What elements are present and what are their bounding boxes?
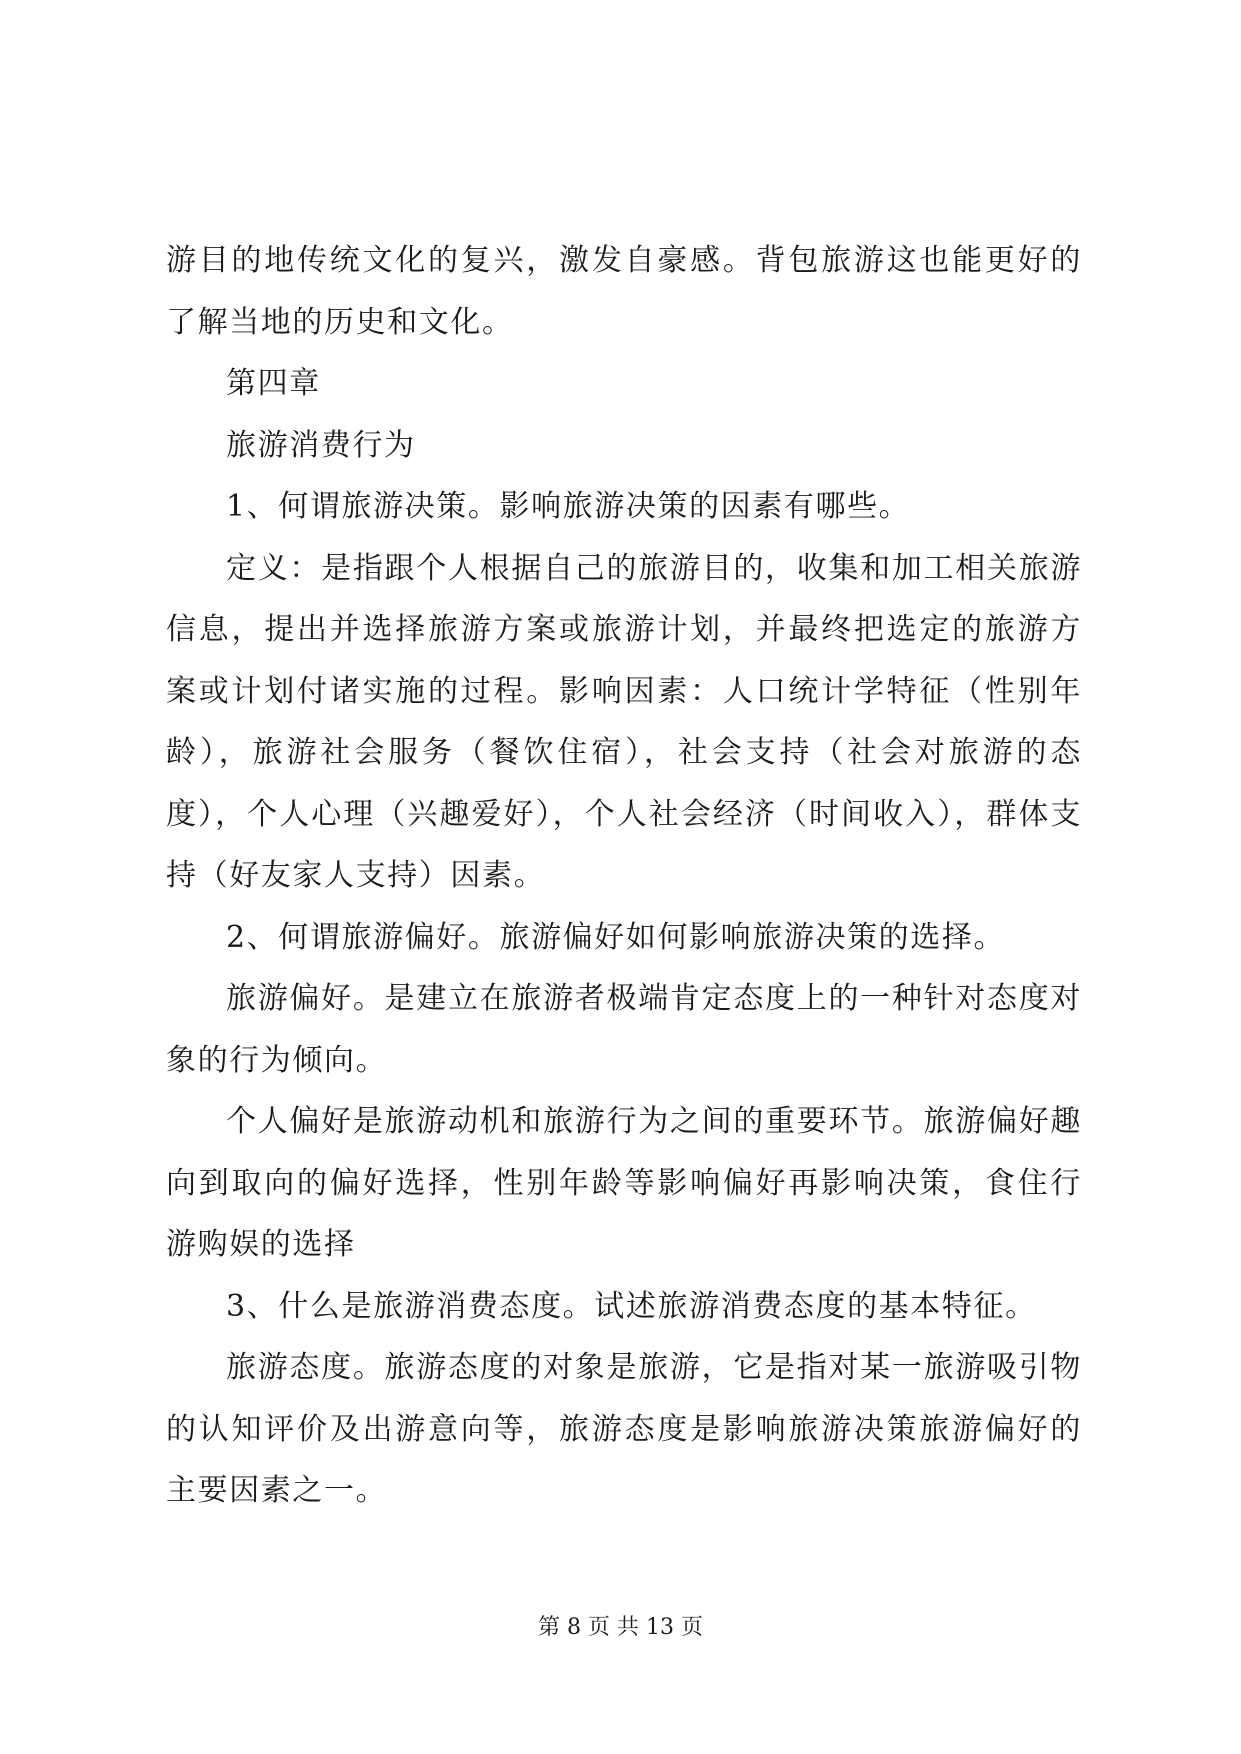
answer-1: 定义：是指跟个人根据自己的旅游目的，收集和加工相关旅游信息，提出并选择旅游方案或旅游计划，并最终把选定的旅游方案或计划付诸实施的过程。影响因素：人口统计学特征（性别年龄），旅游社会服务（餐饮住宿），社会支持（社会对旅游的态度），个人心理（兴趣爱好），个人社会经济（时间收入），群体支持（好友家人支持）因素。	[166, 550, 1082, 893]
answer-2-detail: 个人偏好是旅游动机和旅游行为之间的重要环节。旅游偏好趣向到取向的偏好选择，性别年龄等影响偏好再影响决策，食住行游购娱的选择	[166, 1104, 1082, 1262]
document-body	[166, 230, 1082, 1522]
paragraph-continuation: 游目的地传统文化的复兴，激发自豪感。背包旅游这也能更好的了解当地的历史和文化。	[166, 243, 1082, 340]
answer-3: 旅游态度。旅游态度的对象是旅游，它是指对某一旅游吸引物的认知评价及出游意向等，旅游态度是影响旅游决策旅游偏好的主要因素之一。	[166, 1350, 1082, 1508]
answer-2-definition: 旅游偏好。是建立在旅游者极端肯定态度上的一种针对态度对象的行为倾向。	[166, 981, 1082, 1078]
question-1: 1、何谓旅游决策。影响旅游决策的因素有哪些。	[226, 489, 911, 524]
chapter-title: 旅游消费行为	[226, 427, 416, 463]
chapter-heading: 第四章	[226, 366, 321, 401]
question-2: 2、何谓旅游偏好。旅游偏好如何影响旅游决策的选择。	[226, 919, 1006, 955]
question-3: 3、什么是旅游消费态度。试述旅游消费态度的基本特征。	[226, 1288, 1037, 1324]
page-footer: 第 8 页 共 13 页	[538, 1615, 703, 1640]
